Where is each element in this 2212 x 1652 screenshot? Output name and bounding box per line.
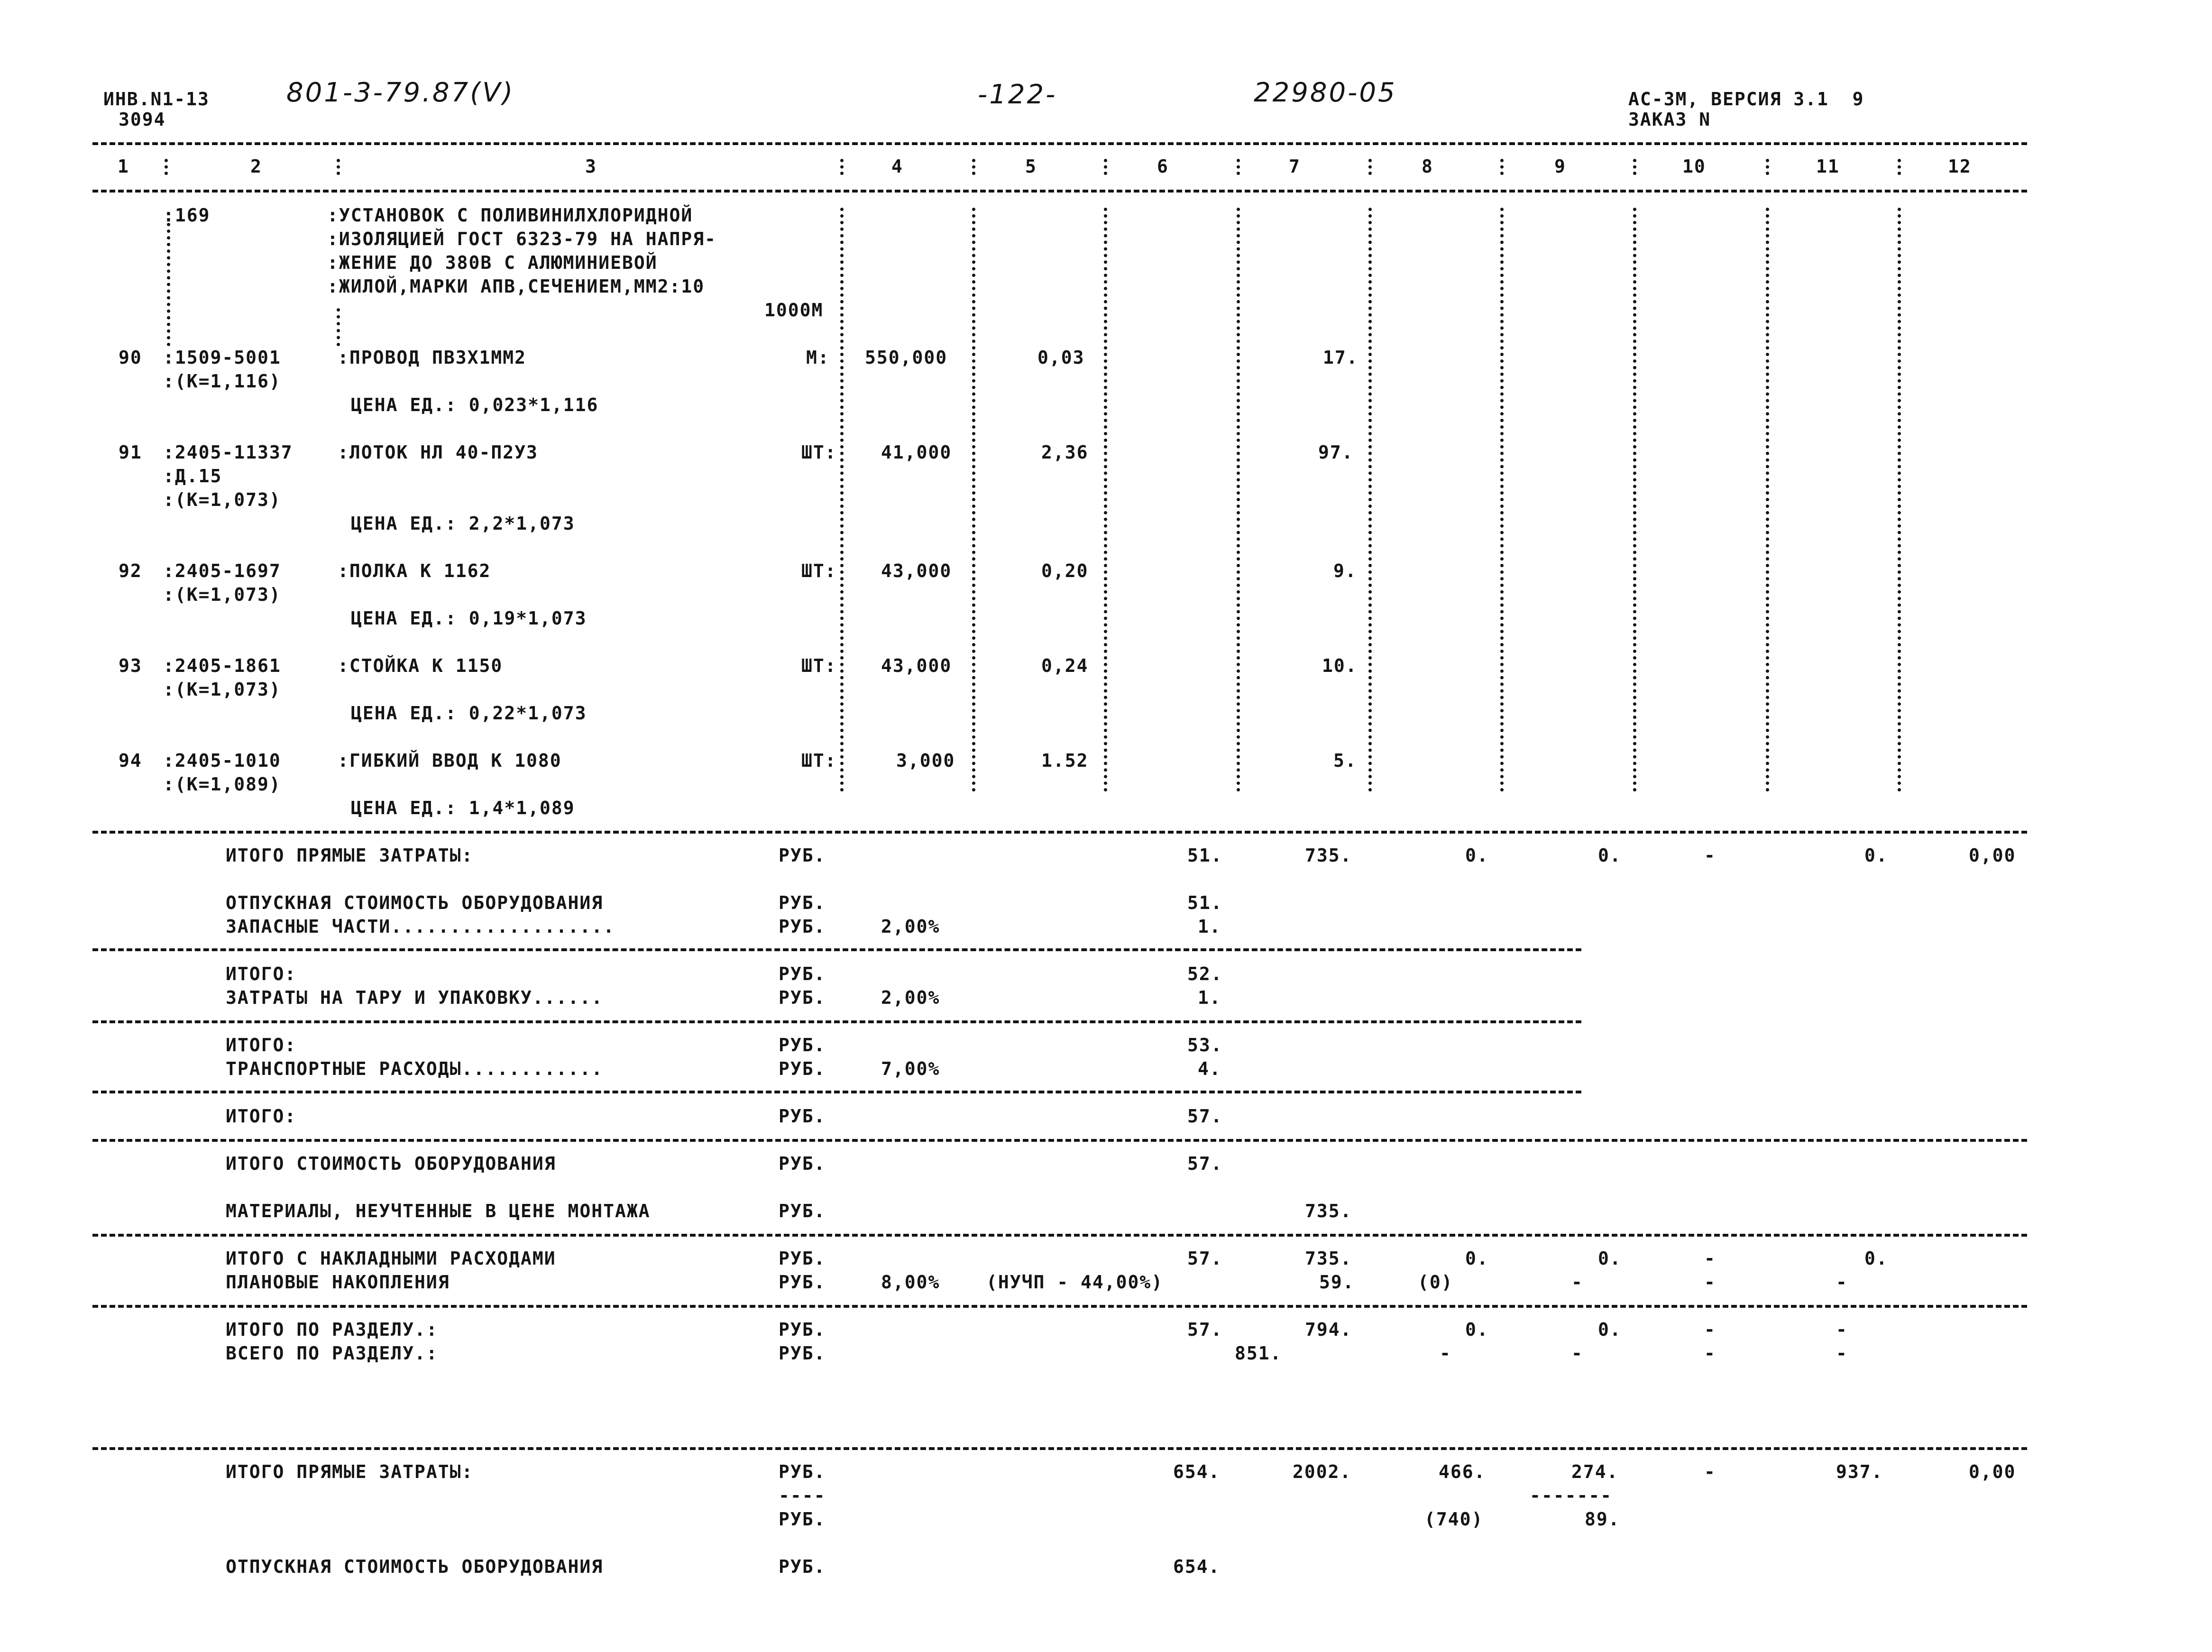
column-number: 8: [1422, 156, 1433, 177]
column-number: 5: [1025, 156, 1037, 177]
summary-unit: РУБ.: [779, 1319, 826, 1340]
summary-col8: (740): [1424, 1509, 1484, 1530]
header-col-sep: [1368, 159, 1372, 175]
summary-col9: 0.: [1598, 1319, 1622, 1340]
summary-rule: [92, 1020, 1581, 1023]
summary-unit: РУБ.: [779, 1153, 826, 1174]
summary-col8: 466.: [1439, 1461, 1486, 1482]
column-number: 11: [1816, 156, 1840, 177]
header-col-sep: [1237, 159, 1240, 175]
summary-label: ПЛАНОВЫЕ НАКОПЛЕНИЯ: [226, 1272, 450, 1293]
summary-col9: 89.: [1585, 1509, 1620, 1530]
header-col-sep: [840, 159, 844, 175]
summary-unit: РУБ.: [779, 1058, 826, 1079]
item-cost: 10.: [1322, 655, 1358, 676]
column-number: 6: [1157, 156, 1169, 177]
summary-col9: 0.: [1598, 1248, 1622, 1269]
summary-col8: 0.: [1465, 1319, 1489, 1340]
summary-label: ИТОГО:: [226, 1106, 297, 1127]
summary-unit: РУБ.: [779, 892, 826, 913]
summary-col6: 1.: [1198, 987, 1221, 1008]
summary-label: ИТОГО ПРЯМЫЕ ЗАТРАТЫ:: [226, 845, 474, 866]
summary-col10: -: [1704, 1272, 1716, 1293]
summary-col7: 735.: [1305, 1201, 1352, 1221]
body-col-sep: [167, 223, 170, 346]
summary-label: ИТОГО С НАКЛАДНЫМИ РАСХОДАМИ: [226, 1248, 556, 1269]
item-number: 91: [119, 442, 142, 463]
item-coefficient: :(К=1,073): [163, 489, 281, 510]
summary-col6: 654.: [1173, 1461, 1221, 1482]
summary-col9: 0.: [1598, 845, 1622, 866]
item-unit: ШТ:: [801, 750, 837, 771]
item-cost: 97.: [1318, 442, 1354, 463]
body-col-sep: [1104, 208, 1107, 792]
summary-col10: -: [1704, 1319, 1716, 1340]
summary-dash: -------: [1530, 1485, 1613, 1506]
summary-col11: -: [1836, 1272, 1848, 1293]
summary-col6: 57.: [1187, 1319, 1223, 1340]
summary-col7: 794.: [1305, 1319, 1352, 1340]
item-coefficient: :(К=1,073): [163, 584, 281, 605]
summary-col11: 0.: [1864, 845, 1888, 866]
item-unit-price: ЦЕНА ЕД.: 0,22*1,073: [351, 703, 587, 724]
column-number: 7: [1289, 156, 1301, 177]
item-quantity: 43,000: [881, 560, 952, 581]
item-unit: М:: [806, 347, 830, 368]
item-code: :2405-11337: [163, 442, 293, 463]
summary-unit: РУБ.: [779, 964, 826, 984]
summary-label: ИТОГО:: [226, 1035, 297, 1055]
item-code: :169: [163, 205, 211, 226]
item-quantity: 550,000: [865, 347, 948, 368]
summary-label: ИТОГО ПРЯМЫЕ ЗАТРАТЫ:: [226, 1461, 474, 1482]
header-col-sep: [1104, 159, 1107, 175]
summary-col10: -: [1704, 1248, 1716, 1269]
summary-col8: -: [1440, 1343, 1451, 1364]
summary-rule: [92, 948, 1581, 951]
summary-col10: -: [1704, 1461, 1716, 1482]
summary-label: ЗАПАСНЫЕ ЧАСТИ...................: [226, 916, 615, 937]
inventory-number: 3094: [119, 109, 166, 130]
summary-col7: 735.: [1305, 1248, 1352, 1269]
header-col-sep: [1633, 159, 1636, 175]
item-cost: 5.: [1333, 750, 1357, 771]
header-col-sep: [165, 159, 168, 175]
item-quantity: 41,000: [881, 442, 952, 463]
summary-unit: РУБ.: [779, 916, 826, 937]
summary-unit: РУБ.: [779, 1272, 826, 1293]
item-coefficient: :(К=1,116): [163, 371, 281, 392]
summary-label: МАТЕРИАЛЫ, НЕУЧТЕННЫЕ В ЦЕНЕ МОНТАЖА: [226, 1201, 651, 1221]
summary-col11: -: [1836, 1319, 1848, 1340]
header-col-sep: [972, 159, 975, 175]
summary-rule: [92, 1139, 2027, 1142]
summary-col6: 57.: [1187, 1106, 1223, 1127]
body-col-sep: [1500, 208, 1504, 792]
summary-col6: 57.: [1187, 1248, 1223, 1269]
inventory-label: ИНВ.N1-13: [103, 89, 210, 110]
program-version: АС-3М, ВЕРСИЯ 3.1 9: [1628, 89, 1864, 110]
summary-col6: 53.: [1187, 1035, 1223, 1055]
column-number: 9: [1554, 156, 1566, 177]
body-col-sep: [337, 308, 340, 346]
item-code-value: 2405-1861: [174, 655, 281, 676]
order-label: ЗАКАЗ N: [1628, 109, 1711, 130]
item-name: :ПРОВОД ПВ3Х1ММ2: [338, 347, 527, 368]
summary-unit: РУБ.: [779, 1201, 826, 1221]
summary-col8: 0.: [1465, 845, 1489, 866]
summary-col12: 0,00: [1969, 1461, 2016, 1482]
item-cost: 9.: [1333, 560, 1357, 581]
body-col-sep: [1368, 208, 1372, 792]
summary-col11: 0.: [1864, 1248, 1888, 1269]
summary-col6: 1.: [1198, 916, 1221, 937]
summary-label: ИТОГО:: [226, 964, 297, 984]
item-cost: 17.: [1323, 347, 1358, 368]
summary-col11: -: [1836, 1343, 1848, 1364]
column-number: 2: [250, 156, 262, 177]
summary-rule: [92, 1091, 1581, 1093]
summary-col6: 4.: [1198, 1058, 1221, 1079]
column-number: 10: [1682, 156, 1706, 177]
item-price: 2,36: [1041, 442, 1089, 463]
item-price: 1.52: [1041, 750, 1089, 771]
body-col-sep: [840, 208, 844, 792]
item-code: :2405-1697: [163, 560, 281, 581]
column-number: 12: [1948, 156, 1972, 177]
item-unit-price: ЦЕНА ЕД.: 1,4*1,089: [351, 798, 575, 818]
summary-unit: РУБ.: [779, 1106, 826, 1127]
item-price: 0,03: [1037, 347, 1085, 368]
item-unit: 1000М: [764, 300, 824, 321]
summary-label: ЗАТРАТЫ НА ТАРУ И УПАКОВКУ......: [226, 987, 604, 1008]
item-code-value: 1509-5001: [174, 347, 281, 368]
header-col-sep: [1766, 159, 1769, 175]
summary-col8: 0.: [1465, 1248, 1489, 1269]
summary-label: ИТОГО СТОИМОСТЬ ОБОРУДОВАНИЯ: [226, 1153, 556, 1174]
summary-col8: (0): [1418, 1272, 1453, 1293]
header-col-sep: [337, 159, 340, 175]
summary-unit: РУБ.: [779, 845, 826, 866]
body-col-sep: [972, 208, 975, 792]
item-description-line: :ИЗОЛЯЦИЕЙ ГОСТ 6323-79 НА НАПРЯ-: [327, 229, 716, 249]
summary-col6: 57.: [1187, 1153, 1223, 1174]
summary-percent: 2,00%: [881, 916, 940, 937]
item-number: 90: [119, 347, 142, 368]
summary-unit: РУБ.: [779, 1556, 826, 1577]
column-number: 3: [585, 156, 597, 177]
item-code: :2405-1010: [163, 750, 281, 771]
item-code-value: 2405-11337: [174, 442, 293, 463]
body-col-sep: [1766, 208, 1769, 792]
item-code-extra: :Д.15: [163, 466, 222, 486]
summary-unit: РУБ.: [779, 1248, 826, 1269]
item-name: :ГИБКИЙ ВВОД К 1080: [338, 750, 562, 771]
summary-label: ИТОГО ПО РАЗДЕЛУ.:: [226, 1319, 438, 1340]
item-unit-price: ЦЕНА ЕД.: 0,19*1,073: [351, 608, 587, 629]
item-name: :СТОЙКА К 1150: [338, 655, 503, 676]
summary-label: ТРАНСПОРТНЫЕ РАСХОДЫ............: [226, 1058, 604, 1079]
summary-rule: [92, 1305, 2027, 1308]
item-coefficient: :(К=1,089): [163, 774, 281, 795]
summary-percent: 7,00%: [881, 1058, 940, 1079]
summary-col9: 274.: [1571, 1461, 1619, 1482]
summary-col11: 937.: [1836, 1461, 1883, 1482]
body-col-sep: [1898, 208, 1901, 792]
body-col-sep: [1237, 208, 1240, 792]
summary-percent: 2,00%: [881, 987, 940, 1008]
summary-unit: РУБ.: [779, 987, 826, 1008]
summary-label: ОТПУСКНАЯ СТОИМОСТЬ ОБОРУДОВАНИЯ: [226, 892, 604, 913]
summary-label: ВСЕГО ПО РАЗДЕЛУ.:: [226, 1343, 438, 1364]
summary-col7: 2002.: [1293, 1461, 1352, 1482]
item-code-value: 2405-1697: [174, 560, 281, 581]
item-quantity: 43,000: [881, 655, 952, 676]
body-col-sep: [1633, 208, 1636, 792]
summary-col7: 735.: [1305, 845, 1352, 866]
summary-unit: РУБ.: [779, 1343, 826, 1364]
item-unit: ШТ:: [801, 442, 837, 463]
item-code: :1509-5001: [163, 347, 281, 368]
summary-col9: -: [1571, 1343, 1583, 1364]
summary-percent: 8,00%: [881, 1272, 940, 1293]
summary-col9: -: [1571, 1272, 1583, 1293]
summary-col6: 52.: [1187, 964, 1223, 984]
summary-unit: РУБ.: [779, 1035, 826, 1055]
document-code: 801-3-79.87(V): [286, 77, 515, 108]
summary-total: 851.: [1235, 1343, 1282, 1364]
item-code-value: 2405-1010: [174, 750, 281, 771]
item-price: 0,24: [1041, 655, 1089, 676]
summary-col10: -: [1704, 845, 1716, 866]
item-description-line: :УСТАНОВОК С ПОЛИВИНИЛХЛОРИДНОЙ: [327, 205, 693, 226]
summary-dash: ----: [779, 1485, 826, 1506]
summary-col6: 51.: [1187, 892, 1223, 913]
summary-unit: РУБ.: [779, 1509, 826, 1530]
header-col-sep: [1898, 159, 1901, 175]
item-number: 94: [119, 750, 142, 771]
item-quantity: 3,000: [896, 750, 955, 771]
summary-col7: 59.: [1319, 1272, 1355, 1293]
summary-col10: -: [1704, 1343, 1716, 1364]
page-number: -122-: [978, 79, 1057, 110]
item-code: :2405-1861: [163, 655, 281, 676]
summary-note: (НУЧП - 44,00%): [986, 1272, 1164, 1293]
item-coefficient: :(К=1,073): [163, 679, 281, 700]
summary-col12: 0,00: [1969, 845, 2016, 866]
header-col-sep: [1500, 159, 1504, 175]
summary-rule: [92, 831, 2027, 834]
item-price: 0,20: [1041, 560, 1089, 581]
summary-label: ОТПУСКНАЯ СТОИМОСТЬ ОБОРУДОВАНИЯ: [226, 1556, 604, 1577]
header-top-rule: [92, 142, 2027, 145]
summary-rule: [92, 1447, 2027, 1450]
item-name: :ПОЛКА К 1162: [338, 560, 491, 581]
item-description-line: :ЖЕНИЕ ДО 380В С АЛЮМИНИЕВОЙ: [327, 252, 658, 273]
item-name: :ЛОТОК НЛ 40-П2У3: [338, 442, 538, 463]
item-number: 93: [119, 655, 142, 676]
summary-unit: РУБ.: [779, 1461, 826, 1482]
column-number: 4: [891, 156, 903, 177]
item-description-line: :ЖИЛОЙ,МАРКИ АПВ,СЕЧЕНИЕМ,ММ2:10: [327, 276, 705, 297]
item-unit: ШТ:: [801, 655, 837, 676]
item-unit: ШТ:: [801, 560, 837, 581]
item-unit-price: ЦЕНА ЕД.: 2,2*1,073: [351, 513, 575, 534]
summary-col6: 51.: [1187, 845, 1223, 866]
column-number: 1: [118, 156, 129, 177]
summary-col6: 654.: [1173, 1556, 1221, 1577]
item-number: 92: [119, 560, 142, 581]
item-unit-price: ЦЕНА ЕД.: 0,023*1,116: [351, 395, 599, 415]
header-bottom-rule: [92, 190, 2027, 193]
summary-rule: [92, 1234, 2027, 1237]
archive-stamp: 22980-05: [1254, 77, 1397, 108]
